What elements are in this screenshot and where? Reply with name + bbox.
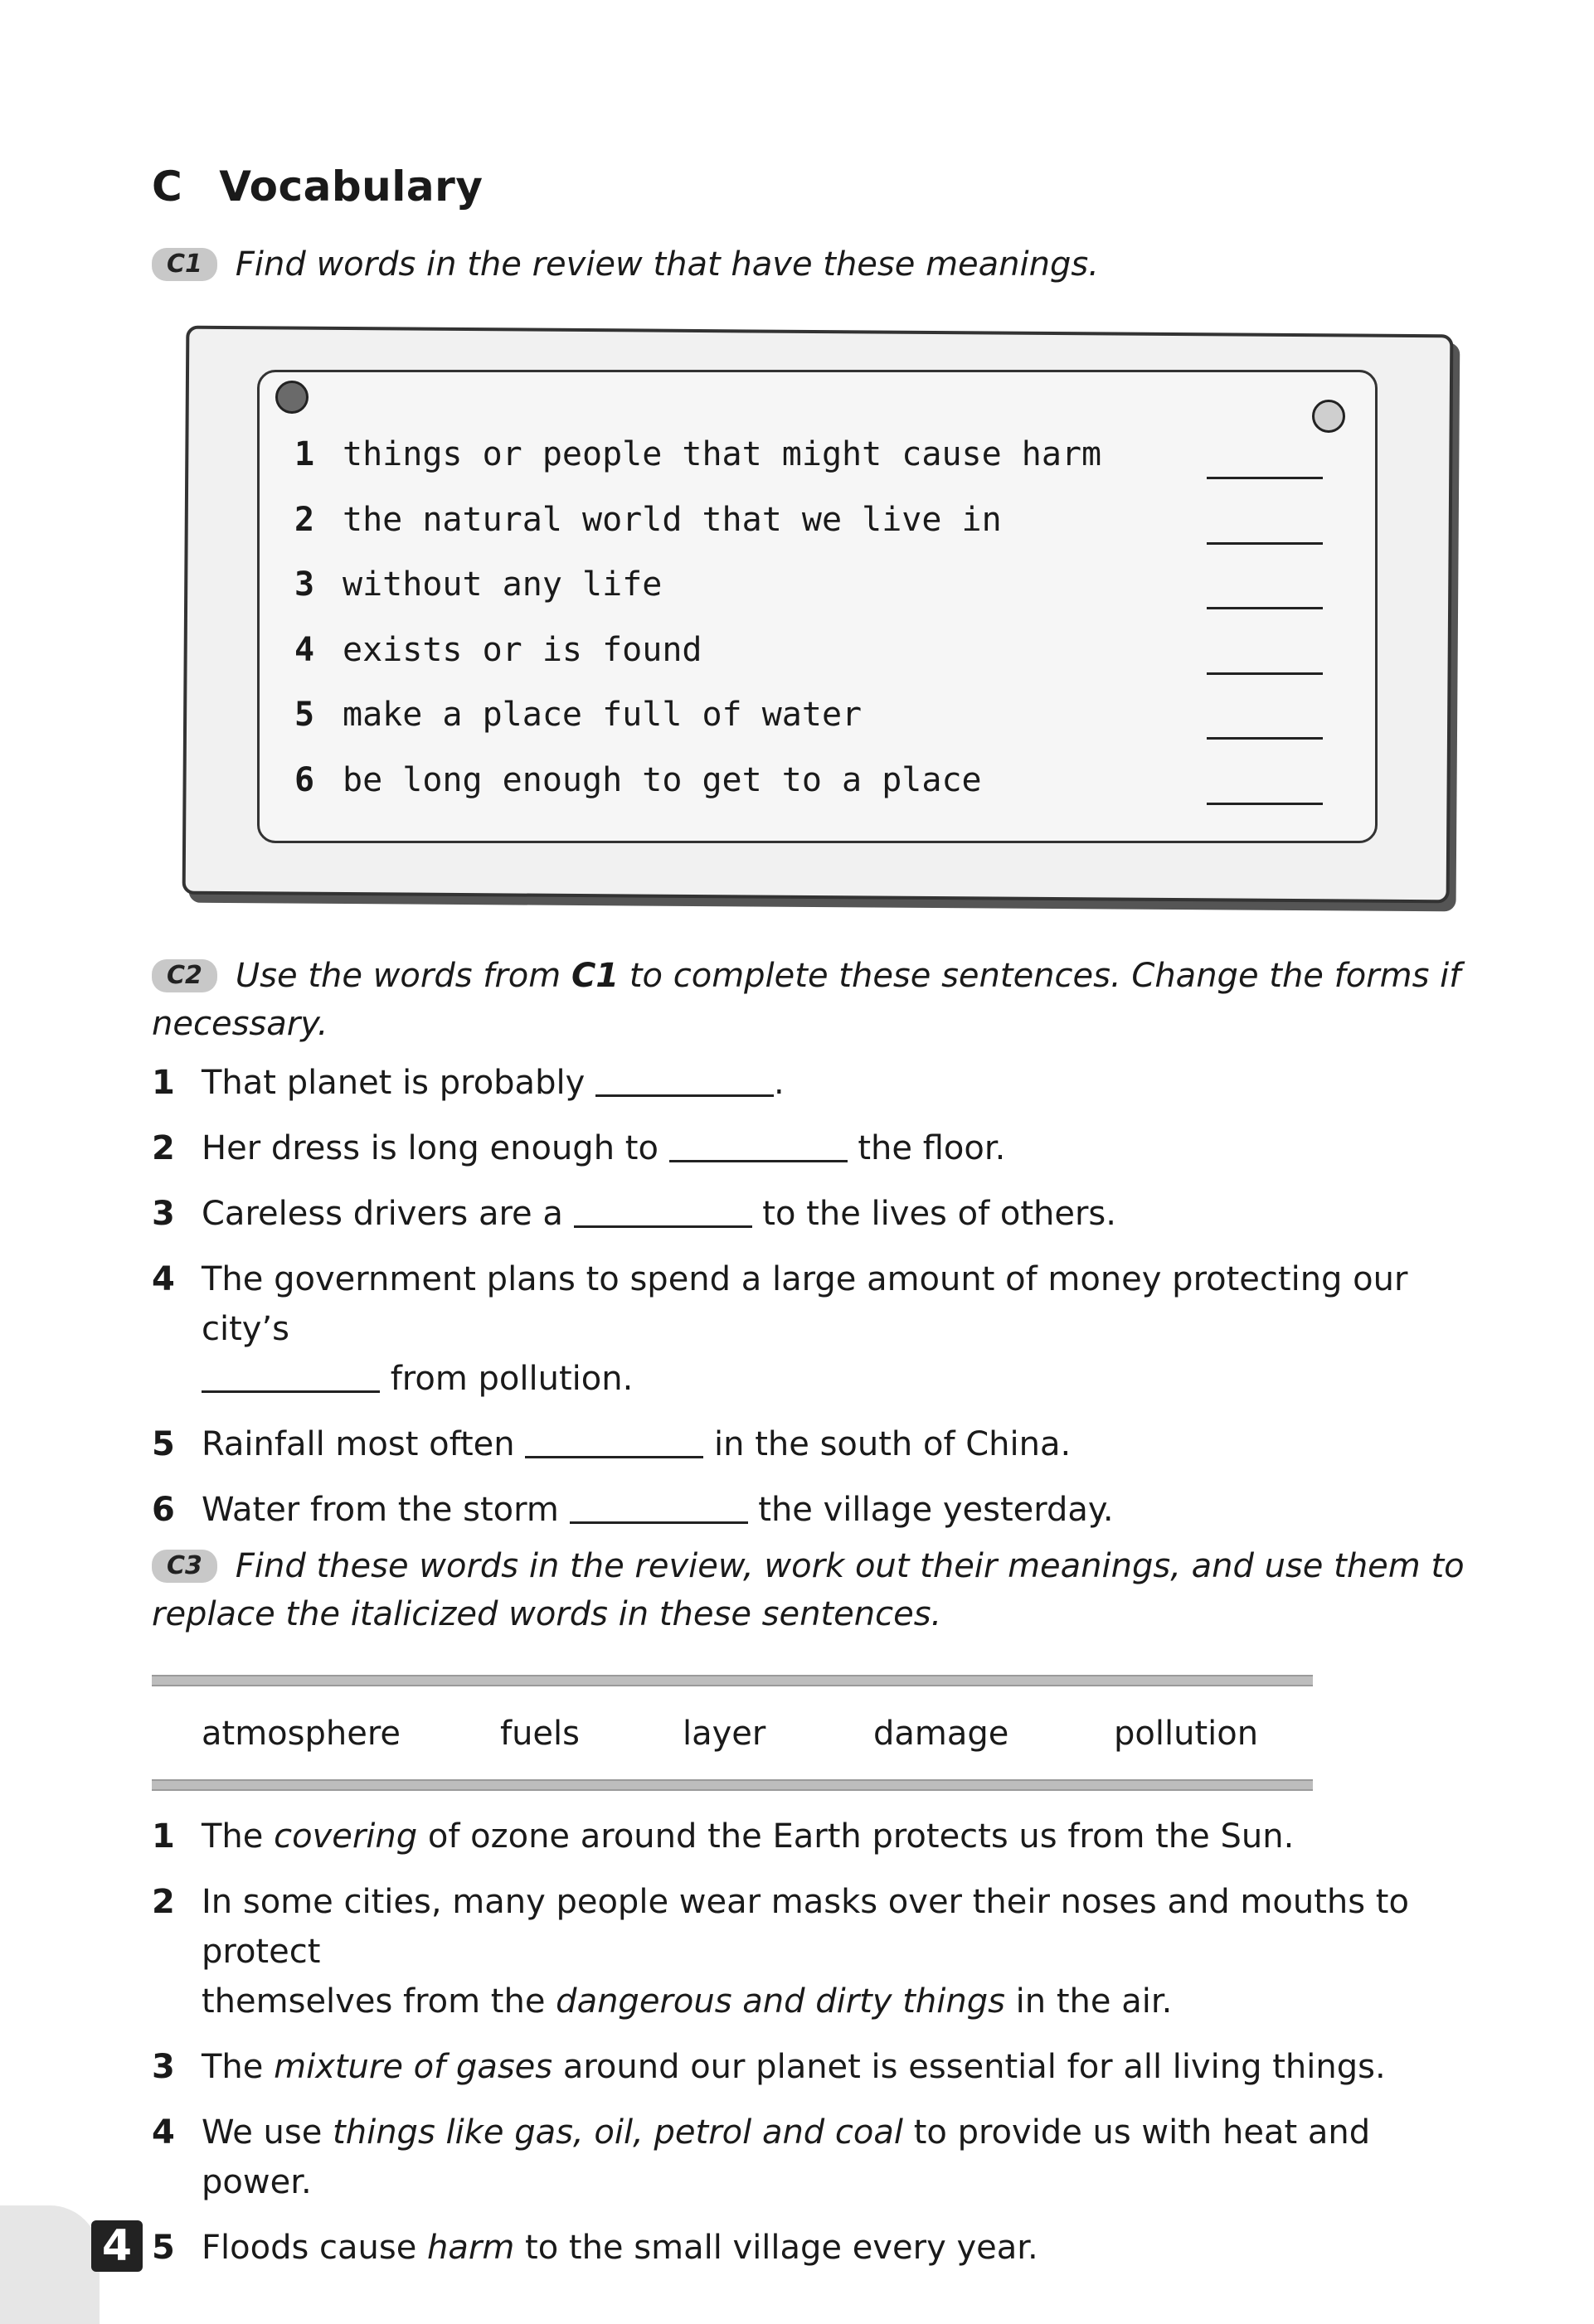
c2-item (152, 1058, 1446, 1108)
c1-badge: C1 (152, 248, 217, 281)
sentence-end: in the air. (1004, 1982, 1173, 2021)
c3-list (152, 1812, 1446, 2273)
sentence-start: Floods cause (202, 2229, 428, 2267)
sentence-before: Water from the storm (202, 1491, 570, 1529)
italic-phrase: things like gas, oil, petrol and coal (333, 2113, 903, 2152)
item-number: 4 (152, 2113, 175, 2152)
c3-item (152, 1812, 1446, 1861)
sentence-line1: The government plans to spend a large amount of money protecting our city’s (202, 1260, 1408, 1348)
answer-blank[interactable] (1207, 737, 1323, 740)
c1-item (294, 761, 1323, 827)
item-text: the natural world that we live in (343, 500, 1002, 539)
item-text: things or people that might cause harm (343, 435, 1102, 473)
sentence-after: to the lives of others. (751, 1195, 1116, 1233)
sentence-end: of ozone around the Earth protects us from the Sun. (417, 1817, 1295, 1856)
item-number: 3 (152, 2048, 175, 2086)
sentence-end: to the small village every year. (514, 2229, 1038, 2267)
pin-icon (1312, 400, 1345, 433)
sentence-start: The (202, 2048, 275, 2086)
italic-phrase: mixture of gases (274, 2048, 553, 2086)
word-option: atmosphere (202, 1715, 401, 1753)
c2-instruction-b: to complete these sentences. Change the forms if (619, 957, 1461, 995)
c3-item (152, 2042, 1446, 2092)
c2-item (152, 1419, 1446, 1469)
pin-icon (275, 381, 309, 414)
answer-blank[interactable] (202, 1359, 380, 1393)
c1-instruction (152, 240, 1099, 289)
item-number: 1 (294, 435, 315, 473)
item-text: without any life (343, 565, 663, 604)
word-box-top-bar (152, 1675, 1313, 1686)
c3-instruction-b: replace the italicized words in these sentences. (152, 1595, 942, 1633)
item-number: 2 (294, 500, 315, 539)
c1-item (294, 501, 1323, 566)
sentence-after: from pollution. (380, 1360, 634, 1398)
answer-blank[interactable] (525, 1424, 703, 1458)
sentence-before: That planet is probably (202, 1064, 595, 1102)
item-number: 3 (294, 565, 315, 604)
c1-item (294, 696, 1323, 761)
answer-blank[interactable] (1207, 542, 1323, 545)
sentence-after: the floor. (847, 1129, 1006, 1167)
answer-blank[interactable] (570, 1490, 748, 1524)
sentence-end: to provide us with heat and power. (202, 2113, 1371, 2201)
word-option: fuels (500, 1715, 580, 1753)
sentence-after: the village yesterday. (747, 1491, 1114, 1529)
sentence-before: Rainfall most often (202, 1425, 526, 1463)
sentence-start: We use (202, 2113, 333, 2152)
section-heading (152, 163, 483, 211)
word-option: pollution (1114, 1715, 1259, 1753)
word-option: layer (683, 1715, 766, 1753)
item-number: 5 (294, 696, 315, 734)
item-text: be long enough to get to a place (343, 760, 982, 799)
answer-blank[interactable] (1207, 803, 1323, 805)
c1-item (294, 565, 1323, 631)
word-box-bottom-bar (152, 1779, 1313, 1791)
sentence-after: . (773, 1064, 785, 1102)
c2-instruction-a: Use the words from (235, 957, 571, 995)
item-number: 4 (294, 630, 315, 669)
sentence-start: The (202, 1817, 275, 1856)
sentence-before: Her dress is long enough to (202, 1129, 669, 1167)
answer-blank[interactable] (1207, 477, 1323, 479)
c3-instruction-a: Find these words in the review, work out their meanings, and use them to (235, 1547, 1465, 1585)
item-number: 4 (152, 1260, 175, 1298)
c1-list (294, 435, 1323, 826)
sentence-end: around our planet is essential for all living things. (552, 2048, 1386, 2086)
c2-item (152, 1189, 1446, 1239)
c1-item (294, 631, 1323, 696)
section-letter: C (152, 163, 183, 211)
item-number: 6 (294, 760, 315, 799)
answer-blank[interactable] (669, 1128, 848, 1162)
item-number: 3 (152, 1195, 175, 1233)
item-text: exists or is found (343, 630, 702, 669)
sentence-before: Careless drivers are a (202, 1195, 574, 1233)
c3-item (152, 1877, 1446, 2026)
c2-instruction-c: necessary. (152, 1005, 328, 1043)
italic-phrase: dangerous and dirty things (556, 1982, 1005, 2021)
c3-instruction (152, 1542, 1465, 1638)
c3-item (152, 2108, 1446, 2207)
c1-instruction-text: Find words in the review that have these meanings. (235, 245, 1099, 284)
item-text: make a place full of water (343, 696, 863, 734)
sentence-start: In some cities, many people wear masks over their noses and mouths to protect (202, 1883, 1409, 1971)
item-number: 2 (152, 1883, 175, 1921)
answer-blank[interactable] (574, 1194, 752, 1228)
c2-item (152, 1485, 1446, 1535)
c2-list (152, 1058, 1446, 1535)
section-title: Vocabulary (219, 163, 484, 211)
item-number: 6 (152, 1491, 175, 1529)
word-option: damage (873, 1715, 1009, 1753)
italic-phrase: harm (427, 2229, 515, 2267)
italic-phrase: covering (274, 1817, 418, 1856)
c3-badge: C3 (152, 1550, 217, 1583)
answer-blank[interactable] (595, 1063, 774, 1097)
item-number: 2 (152, 1129, 175, 1167)
answer-blank[interactable] (1207, 607, 1323, 609)
c1-item (294, 435, 1323, 501)
page-number: 4 (91, 2220, 143, 2272)
item-number: 1 (152, 1817, 175, 1856)
page-corner-decoration (0, 2205, 100, 2324)
c2-item (152, 1123, 1446, 1173)
word-box (152, 1675, 1313, 1791)
item-number: 5 (152, 2229, 175, 2267)
c2-item (152, 1254, 1446, 1404)
sentence-after: in the south of China. (703, 1425, 1072, 1463)
c2-instruction-ref: C1 (571, 957, 620, 995)
c3-item (152, 2223, 1446, 2273)
answer-blank[interactable] (1207, 672, 1323, 675)
item-number: 5 (152, 1425, 175, 1463)
c2-badge: C2 (152, 959, 217, 992)
item-number: 1 (152, 1064, 175, 1102)
c2-instruction (152, 952, 1460, 1048)
sentence-continued: themselves from the (202, 1982, 556, 2021)
